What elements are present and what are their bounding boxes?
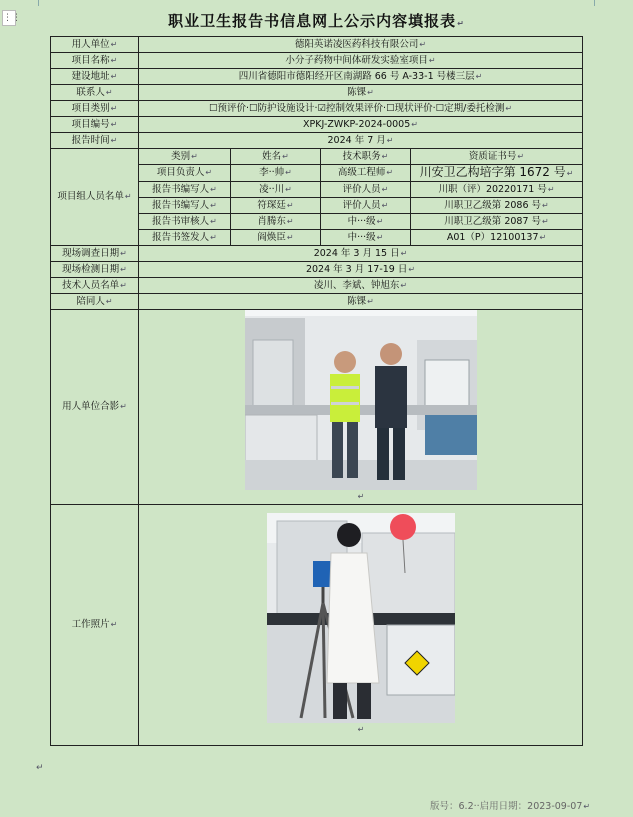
- address-value[interactable]: 四川省德阳市德阳经开区南湖路 66 号 A-33-1 号楼三层↵: [139, 69, 583, 85]
- row-label: 项目类别↵: [51, 101, 139, 117]
- survey-date-value[interactable]: 2024 年 3 月 15 日↵: [139, 246, 583, 262]
- group-photo-cell[interactable]: ↵: [139, 310, 583, 505]
- project-name-value[interactable]: 小分子药物中间体研发实验室项目↵: [139, 53, 583, 69]
- team-header-category: 类别↵: [139, 149, 231, 165]
- table-row: [51, 101, 583, 117]
- escort-value[interactable]: 陈锞↵: [139, 294, 583, 310]
- table-row: [51, 149, 583, 165]
- table-row: [51, 69, 583, 85]
- member-role[interactable]: 报告书编写人↵: [139, 182, 231, 198]
- member-cert[interactable]: A01（P）12100137↵: [411, 230, 583, 246]
- member-cert[interactable]: 川职卫乙级第 2086 号↵: [411, 198, 583, 214]
- project-no-value[interactable]: XPKJ-ZWKP-2024-0005↵: [139, 117, 583, 133]
- team-header-name: 姓名↵: [231, 149, 321, 165]
- page-corner-mark-left: [38, 0, 39, 6]
- row-label: 项目名称↵: [51, 53, 139, 69]
- row-label: 联系人↵: [51, 85, 139, 101]
- member-title[interactable]: 中···级↵: [321, 214, 411, 230]
- table-row: [51, 294, 583, 310]
- table-row: [51, 53, 583, 69]
- member-cert[interactable]: 川职（评）20220171 号↵: [411, 182, 583, 198]
- table-row: [51, 85, 583, 101]
- footer-version: 版号：6.2··启用日期：2023-09-07↵: [430, 801, 591, 812]
- work-photo-cell[interactable]: ↵: [139, 505, 583, 746]
- table-row: [51, 133, 583, 149]
- row-label: 项目编号↵: [51, 117, 139, 133]
- work-photo: [267, 513, 455, 723]
- member-role[interactable]: 报告书签发人↵: [139, 230, 231, 246]
- row-label: 现场检测日期↵: [51, 262, 139, 278]
- row-label: 现场调查日期↵: [51, 246, 139, 262]
- member-name[interactable]: 符琛廷↵: [231, 198, 321, 214]
- table-row: [51, 310, 583, 505]
- team-header-cert: 资质证书号↵: [411, 149, 583, 165]
- row-label: 用人单位↵: [51, 37, 139, 53]
- member-role[interactable]: 报告书编写人↵: [139, 198, 231, 214]
- table-row: [51, 246, 583, 262]
- contact-value[interactable]: 陈锞↵: [139, 85, 583, 101]
- paragraph-mark: ↵: [36, 763, 44, 773]
- report-time-value[interactable]: 2024 年 7 月↵: [139, 133, 583, 149]
- row-label: 用人单位合影↵: [51, 310, 139, 505]
- table-row: [51, 278, 583, 294]
- member-name[interactable]: 阎焕臣↵: [231, 230, 321, 246]
- row-label: 报告时间↵: [51, 133, 139, 149]
- page-corner-mark-right: [594, 0, 595, 6]
- member-name[interactable]: 凌··川↵: [231, 182, 321, 198]
- member-role[interactable]: 项目负责人↵: [139, 165, 231, 182]
- row-label: 技术人员名单↵: [51, 278, 139, 294]
- table-move-handle-icon[interactable]: ⋮⋮: [2, 10, 16, 26]
- table-row: [51, 37, 583, 53]
- document-title: 职业卫生报告书信息网上公示内容填报表↵: [168, 12, 465, 30]
- table-row: [51, 505, 583, 746]
- row-label: 陪同人↵: [51, 294, 139, 310]
- test-date-value[interactable]: 2024 年 3 月 17-19 日↵: [139, 262, 583, 278]
- team-label: 项目组人员名单↵: [51, 149, 139, 246]
- team-header-title: 技术职务↵: [321, 149, 411, 165]
- table-row: [51, 117, 583, 133]
- row-label: 建设地址↵: [51, 69, 139, 85]
- tech-staff-value[interactable]: 凌川、李斌、钟旭东↵: [139, 278, 583, 294]
- member-title[interactable]: 高级工程师↵: [321, 165, 411, 182]
- category-value[interactable]: ☐预评价·☐防护设施设计·☑控制效果评价·☐现状评价·☐定期/委托检测↵: [139, 101, 583, 117]
- table-row: [51, 262, 583, 278]
- member-title[interactable]: 中···级↵: [321, 230, 411, 246]
- member-name[interactable]: 李··帅↵: [231, 165, 321, 182]
- employer-value[interactable]: 德阳英诺凌医药科技有限公司↵: [139, 37, 583, 53]
- member-title[interactable]: 评价人员↵: [321, 198, 411, 214]
- row-label: 工作照片↵: [51, 505, 139, 746]
- member-cert[interactable]: 川职卫乙级第 2087 号↵: [411, 214, 583, 230]
- report-table: [50, 36, 583, 746]
- member-role[interactable]: 报告书审核人↵: [139, 214, 231, 230]
- member-cert[interactable]: 川安卫乙构培字第 1672 号↵: [411, 165, 583, 182]
- member-name[interactable]: 肖腾东↵: [231, 214, 321, 230]
- group-photo: [245, 310, 477, 490]
- member-title[interactable]: 评价人员↵: [321, 182, 411, 198]
